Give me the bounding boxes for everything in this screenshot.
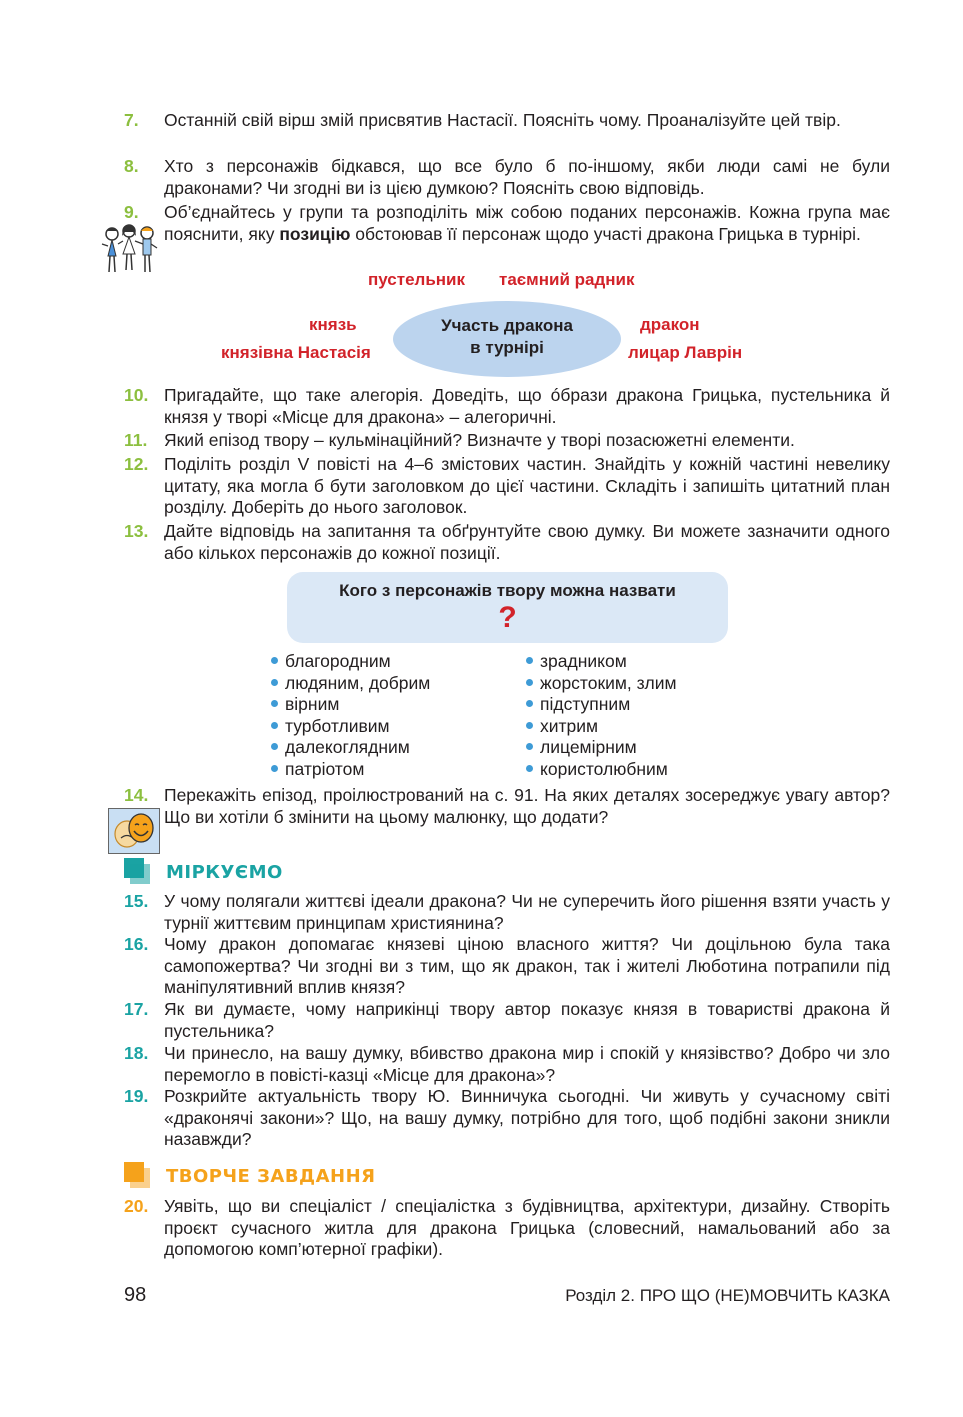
question-number: 14. — [124, 785, 149, 805]
question-number: 15. — [124, 891, 149, 911]
question-number: 19. — [124, 1086, 149, 1106]
list-item — [526, 651, 677, 673]
diagram-center-line1: Участь дракона — [441, 316, 573, 335]
question-text — [164, 202, 890, 245]
bullet-icon — [271, 743, 278, 750]
question-text: Пригадайте, що таке алегорія. Доведіть, що óбрази дракона Грицька, пустельника й князя у творі «Місце для дракона» – алегоричні. — [164, 385, 890, 427]
question-text: Хто з персонажів бідкався, що все було б по-іншому, якби люди самі не були драконами? Чи згодні ви із цією думкою? Поясніть свою відповідь. — [164, 156, 890, 198]
list-item-text: лицемірним — [540, 737, 637, 758]
list-item — [526, 759, 677, 781]
question-13 — [124, 521, 890, 564]
list-item — [271, 651, 430, 673]
question-19 — [124, 1086, 890, 1151]
question-mark-icon: ? — [498, 601, 517, 634]
list-item-text: благородним — [285, 651, 391, 671]
question-text: Останній свій вірш змій присвятив Настасії. Поясніть чому. Проаналізуйте цей твір. — [164, 110, 841, 130]
page-number: 98 — [124, 1284, 147, 1306]
bullet-icon — [526, 679, 533, 686]
diagram-center — [393, 301, 621, 377]
bullet-icon — [271, 657, 278, 664]
question-number: 16. — [124, 934, 149, 954]
character-hermit: пустельник — [368, 270, 466, 289]
list-item-text: турботливим — [285, 715, 390, 736]
question-text: Який епізод твору – кульмінаційний? Визначте у творі позасюжетні елементи. — [164, 430, 795, 450]
question-18 — [124, 1043, 890, 1086]
character-knight: лицар Лаврін — [628, 343, 743, 362]
question-text: У чому полягали життєві ідеали дракона? Чи не суперечить його рішення взяти участь у турнії життєвим принципам християнина? — [164, 891, 890, 933]
question-20 — [124, 1196, 890, 1261]
question-text: Перекажіть епізод, проілюстрований на с. 91. На яких деталях зосереджує увагу автор? Що ви хотіли б змінити на цьому малюнку, що додати? — [164, 785, 890, 827]
traits-right-list — [526, 651, 677, 781]
question-14 — [124, 785, 890, 828]
list-item-text: патріотом — [285, 758, 365, 779]
list-item-text: хитрим — [540, 715, 599, 736]
diagram-center-line2: в турнірі — [470, 338, 544, 357]
list-item-text: користолюбним — [540, 758, 668, 779]
question-number: 11. — [124, 430, 148, 450]
question-number: 12. — [124, 454, 149, 474]
question-15 — [124, 891, 890, 934]
question-7 — [124, 110, 890, 132]
list-item — [526, 673, 677, 695]
bullet-icon — [271, 700, 278, 707]
question-text: Розкрийте актуальність твору Ю. Винничука сьогодні. Чи живуть у сучасному світі «драконячі закони»? Що, на вашу думку, потрібно для того, щоб подібні закони зникли назавжди? — [164, 1086, 890, 1150]
question-number: 8. — [124, 156, 139, 176]
list-item-text: жорстоким, злим — [540, 672, 677, 693]
list-item-text: далекоглядним — [285, 737, 410, 758]
bullet-icon — [526, 700, 533, 707]
question-10 — [124, 385, 890, 428]
list-item — [526, 737, 677, 759]
question-text-part: Об’єднайтесь у групи та розподіліть між собою поданих персонажів. Кожна група має пояснити, яку — [164, 202, 890, 244]
question-number: 10. — [124, 385, 149, 405]
question-text: Як ви думаєте, чому наприкінці твору автор показує князя в товаристві дракона й пустельника? — [164, 999, 890, 1041]
think-square-icon — [124, 858, 150, 884]
character-princess: князівна Настасія — [221, 343, 371, 362]
bullet-icon — [526, 765, 533, 772]
section-heading-creative: ТВОРЧЕ ЗАВДАННЯ — [166, 1166, 376, 1187]
bullet-icon — [526, 743, 533, 750]
bullet-icon — [526, 722, 533, 729]
question-9 — [124, 202, 890, 245]
question-text: Поділіть розділ V повісті на 4–6 змістових частин. Знайдіть у кожній частині невелику цитату, яка могла б бути заголовком до цієї частини. Складіть і запишіть цитатний план розділу. Доберіть до нього заголовок. — [164, 454, 890, 518]
question-17 — [124, 999, 890, 1042]
question-12 — [124, 454, 890, 519]
question-text-part: обстоював її персонаж щодо участі дракона Грицька в турнірі. — [350, 223, 861, 244]
bullet-icon — [271, 765, 278, 772]
list-item — [526, 716, 677, 738]
list-item — [526, 694, 677, 716]
list-item — [271, 759, 430, 781]
question-16 — [124, 934, 890, 999]
question-number: 13. — [124, 521, 149, 541]
question-text: Чи принесло, на вашу думку, вбивство дракона мир і спокій у князівство? Добро чи зло перемогло в повісті-казці «Місце для дракона»? — [164, 1043, 890, 1085]
question-8 — [124, 156, 890, 199]
list-item-text: людяним, добрим — [285, 672, 431, 693]
list-item — [271, 737, 430, 759]
question-text: Уявіть, що ви спеціаліст / спеціалістка з будівництва, архітектури, дизайну. Створіть проєкт сучасного житла для дракона Грицька (словесний, намальований або за допомогою комп’ютерної графіки). — [164, 1196, 890, 1260]
list-item — [271, 694, 430, 716]
question-number: 20. — [124, 1196, 149, 1216]
question-text: Чому дракон допомагає князеві ціною власного життя? Чи доцільною була така самопожертва? Чи згодні ви з тим, що як дракон, так і жителі Люботина потрапили під маніпулятивний вплив князя? — [164, 934, 890, 998]
list-item — [271, 716, 430, 738]
question-box-title: Кого з персонажів твору можна назвати — [339, 581, 676, 600]
running-footer-section: Розділ 2. ПРО ЩО (НЕ)МОВЧИТЬ КАЗКА — [565, 1286, 890, 1305]
bullet-icon — [271, 679, 278, 686]
question-number: 9. — [124, 202, 139, 222]
character-dragon: дракон — [640, 315, 700, 334]
question-number: 7. — [124, 110, 139, 130]
traits-left-list — [271, 651, 430, 781]
list-item-text: вірним — [285, 694, 340, 715]
creative-square-icon — [124, 1162, 150, 1188]
bullet-icon — [271, 722, 278, 729]
list-item-text: підступним — [540, 694, 631, 715]
question-number: 17. — [124, 999, 149, 1019]
bullet-icon — [526, 657, 533, 664]
character-secret-advisor: таємний радник — [499, 270, 635, 289]
group-work-icon — [100, 222, 160, 274]
character-prince: князь — [309, 315, 357, 334]
question-text: Дайте відповідь на запитання та обґрунтуйте свою думку. Ви можете зазначити одного або кількох персонажів до кожної позиції. — [164, 521, 890, 563]
question-text-bold: позицію — [279, 223, 351, 244]
list-item-text: зрадником — [540, 651, 627, 671]
list-item — [271, 673, 430, 695]
section-heading-think: МІРКУЄМО — [166, 862, 283, 883]
question-box — [287, 572, 728, 643]
question-11 — [124, 430, 890, 452]
theatre-masks-icon — [108, 808, 160, 854]
question-number: 18. — [124, 1043, 149, 1063]
